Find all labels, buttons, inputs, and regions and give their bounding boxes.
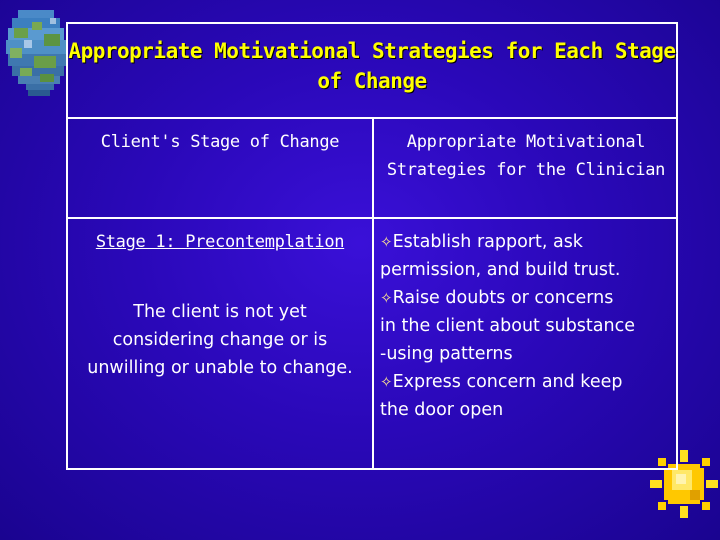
slide-title bbox=[68, 36, 676, 96]
header-right-line-2: Strategies for the Clinician bbox=[386, 160, 666, 180]
title-line-1: Appropriate Motivational Strategies for Each Stage bbox=[68, 39, 676, 63]
title-line-2: of Change bbox=[317, 69, 427, 93]
strategy-text: Raise doubts or concerns bbox=[392, 288, 614, 308]
column-header-stage: Client's Stage of Change bbox=[100, 132, 340, 152]
strategy-list bbox=[380, 228, 676, 424]
bullet-icon: ✧ bbox=[380, 373, 393, 391]
strategy-item bbox=[380, 228, 676, 256]
header-right-line-1: Appropriate Motivational bbox=[406, 132, 646, 152]
bullet-icon: ✧ bbox=[380, 289, 393, 307]
bullet-icon: ✧ bbox=[380, 233, 393, 251]
strategy-item-continuation bbox=[380, 256, 676, 284]
strategy-item bbox=[380, 368, 676, 396]
strategy-text: permission, and build trust. bbox=[380, 260, 621, 280]
column-header-strategies bbox=[374, 128, 678, 184]
strategy-item-continuation bbox=[380, 312, 676, 340]
strategy-text: Express concern and keep bbox=[392, 372, 623, 392]
description-line: considering change or is bbox=[112, 330, 328, 350]
strategy-table bbox=[66, 22, 678, 470]
strategy-item-continuation bbox=[380, 340, 676, 368]
description-line: The client is not yet bbox=[133, 302, 307, 322]
stage-label: Stage 1: Precontemplation bbox=[95, 232, 345, 252]
strategy-text: the door open bbox=[380, 400, 504, 420]
stage-description bbox=[68, 298, 372, 382]
strategy-text: Establish rapport, ask bbox=[392, 232, 583, 252]
globe-icon bbox=[4, 4, 74, 114]
description-line: unwilling or unable to change. bbox=[87, 358, 353, 378]
strategy-item bbox=[380, 284, 676, 312]
strategy-item-continuation bbox=[380, 396, 676, 424]
strategy-text: in the client about substance bbox=[380, 316, 635, 336]
strategy-text: -using patterns bbox=[380, 344, 513, 364]
